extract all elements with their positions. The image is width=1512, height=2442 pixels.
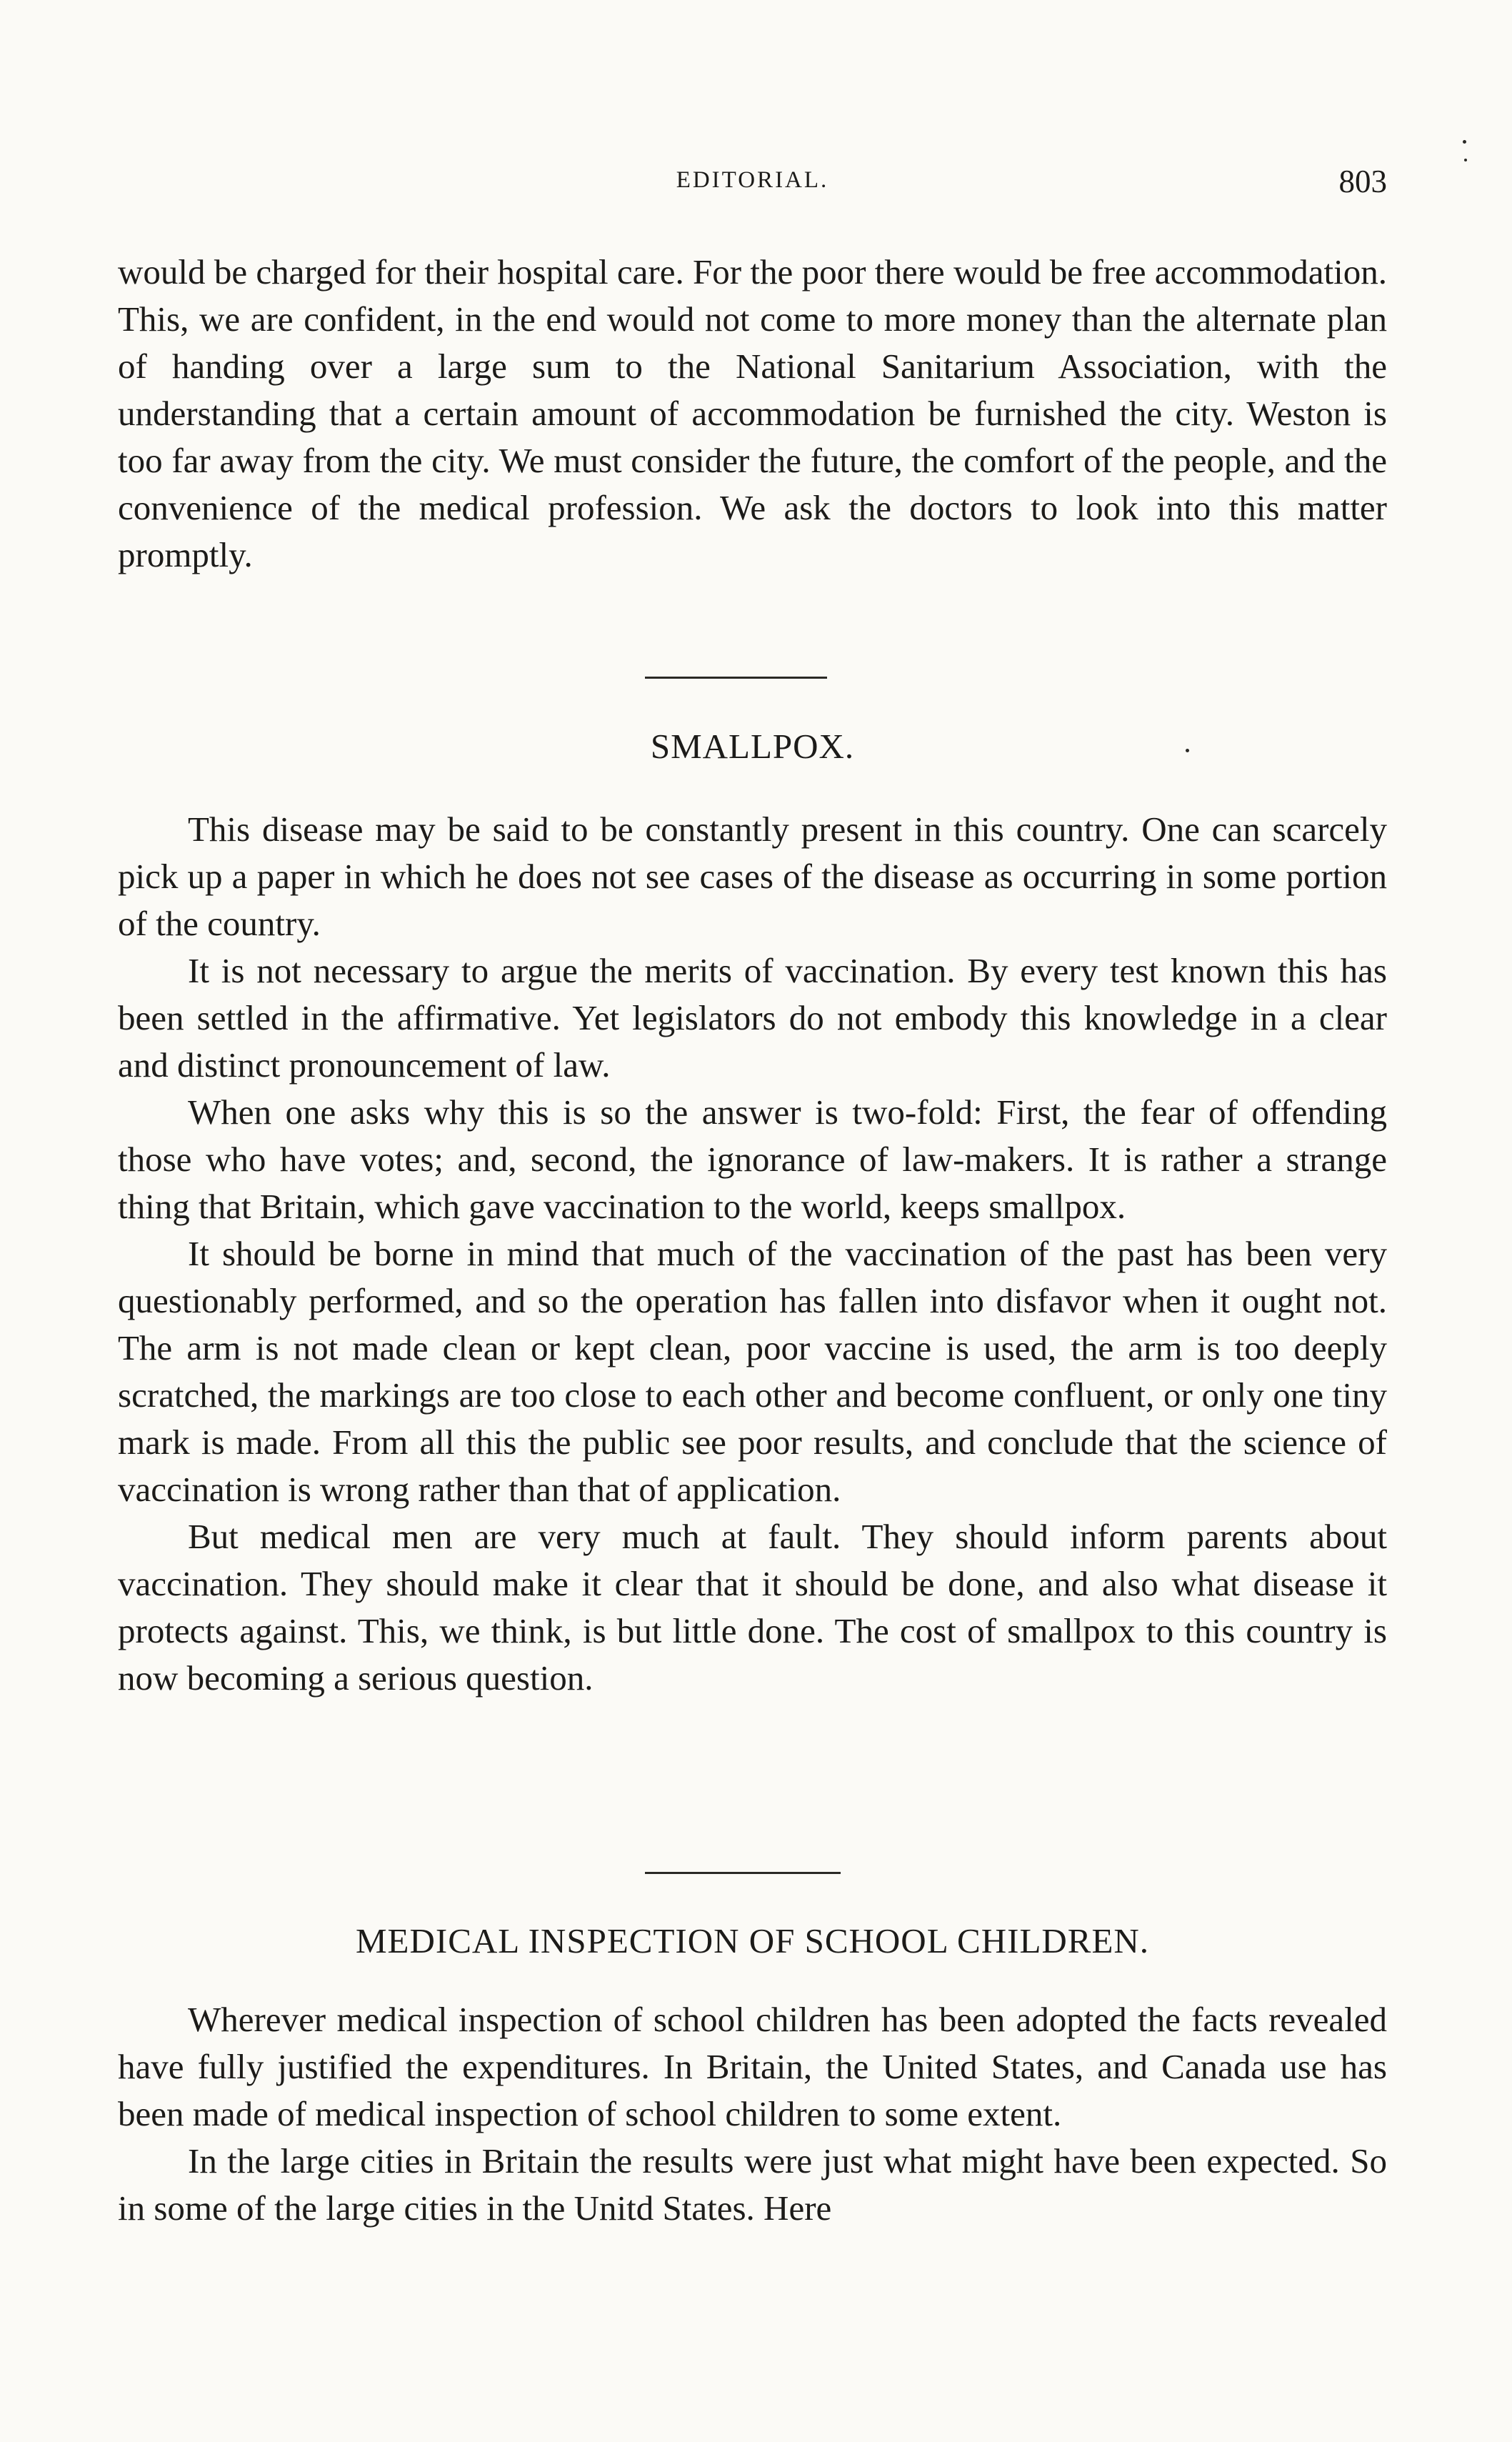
smallpox-paragraph: It should be borne in mind that much of the vaccination of the past has been very questionably performed, and so the operation has fallen into disfavor when it ought not. The arm is not made clean or kept clean, poor vaccine is used, the arm is too deeply scratched, the markings are too close to each other and become confluent, or only one tiny mark is made. From all this the public see poor results, and conclude that the science of vaccination is wrong rather than that of application.	[118, 1234, 1387, 1509]
smallpox-paragraph: When one asks why this is so the answer is two-fold: First, the fear of offending those who have votes; and, second, the ignorance of law-makers. It is rather a strange thing that Britain, which gave vaccination to the world, keeps smallpox.	[118, 1092, 1387, 1226]
smallpox-paragraph: This disease may be said to be constantly present in this country. One can scarcely pick up a paper in which he does not see cases of the disease as occurring in some portion of the country.	[118, 809, 1387, 943]
inspection-paragraph: In the large cities in Britain the results were just what might have been expected. So in some of the large cities in the Unitd States. Here	[118, 2141, 1387, 2228]
intro-paragraph: would be charged for their hospital care. For the poor there would be free accommodation. This, we are confident, in the end would not come to more money than the alternate plan of handing over a large sum to the National Sanitarium Association, with the understanding that a certain amount of accommodation be furnished the city. Weston is too far away from the city. We must consider the future, the comfort of the people, and the convenience of the medical profession. We ask the doctors to look into this matter promptly.	[118, 252, 1387, 574]
page-number: 803	[1338, 164, 1387, 199]
section-divider	[645, 1872, 841, 1874]
smallpox-section	[118, 806, 1387, 1702]
smallpox-paragraph: But medical men are very much at fault. They should inform parents about vaccination. They should make it clear that it should be done, and also what disease it protects against. This, we think, is but little done. The cost of smallpox to this country is now becoming a serious question.	[118, 1517, 1387, 1698]
margin-speck	[1464, 159, 1467, 161]
inspection-heading: MEDICAL INSPECTION OF SCHOOL CHILDREN.	[355, 1921, 1150, 1960]
inspection-paragraph: Wherever medical inspection of school children has been adopted the facts revealed have fully justified the expenditures. In Britain, the United States, and Canada use has been made of medical inspection of school children to some extent.	[118, 2000, 1387, 2133]
running-title: EDITORIAL.	[676, 167, 829, 193]
intro-section	[118, 249, 1387, 579]
smallpox-paragraph: It is not necessary to argue the merits of vaccination. By every test known this has been settled in the affirmative. Yet legislators do not embody this knowledge in a clear and distinct pronouncement of law.	[118, 951, 1387, 1085]
smallpox-heading: SMALLPOX.	[650, 727, 855, 766]
inspection-section	[118, 1996, 1387, 2232]
margin-speck	[1463, 140, 1466, 144]
heading-speck	[1186, 749, 1189, 752]
section-divider	[645, 677, 827, 679]
running-head	[118, 163, 1387, 206]
